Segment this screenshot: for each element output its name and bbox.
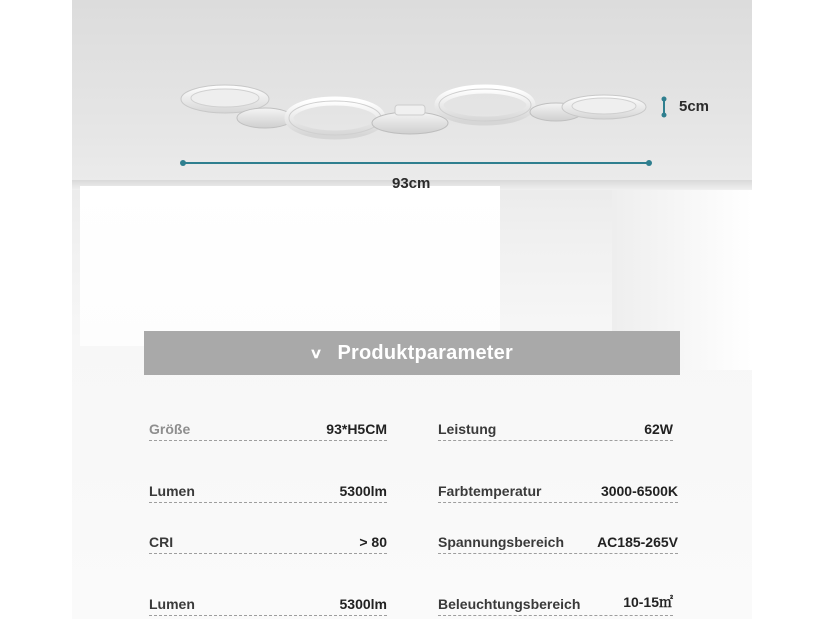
spec-value: 3000-6500K bbox=[600, 483, 678, 499]
spec-label: Leistung bbox=[438, 421, 497, 437]
spec-row bbox=[149, 530, 387, 554]
chevron-down-icon: ∨ bbox=[309, 344, 324, 361]
spec-value: AC185-265V bbox=[597, 534, 678, 550]
panel-header[interactable] bbox=[144, 331, 680, 375]
spec-row bbox=[149, 592, 387, 616]
spec-row bbox=[438, 479, 678, 503]
spec-label: CRI bbox=[149, 534, 174, 550]
spec-label: Spannungsbereich bbox=[438, 534, 565, 550]
spec-row bbox=[438, 417, 673, 441]
spec-value: 93*H5CM bbox=[326, 421, 387, 437]
spec-label: Größe bbox=[149, 421, 191, 437]
spec-label: Farbtemperatur bbox=[438, 483, 542, 499]
spec-value: > 80 bbox=[359, 534, 387, 550]
panel-title: Produktparameter bbox=[337, 341, 513, 364]
spec-label: Lumen bbox=[149, 596, 195, 612]
spec-row bbox=[438, 592, 673, 616]
height-dimension-label: 5cm bbox=[679, 98, 710, 115]
spec-value: 62W bbox=[644, 421, 673, 437]
spec-row bbox=[149, 479, 387, 503]
spec-value: 10-15㎡ bbox=[623, 594, 673, 610]
spec-row bbox=[438, 530, 678, 554]
spec-value: 5300lm bbox=[339, 596, 387, 612]
product-parameter-panel bbox=[144, 331, 680, 619]
spec-label: Lumen bbox=[149, 483, 195, 499]
spec-label: Beleuchtungsbereich bbox=[438, 596, 581, 612]
wall-left bbox=[80, 186, 500, 346]
spec-row bbox=[149, 417, 387, 441]
width-dimension-label: 93cm bbox=[392, 175, 431, 192]
spec-value: 5300lm bbox=[339, 483, 387, 499]
